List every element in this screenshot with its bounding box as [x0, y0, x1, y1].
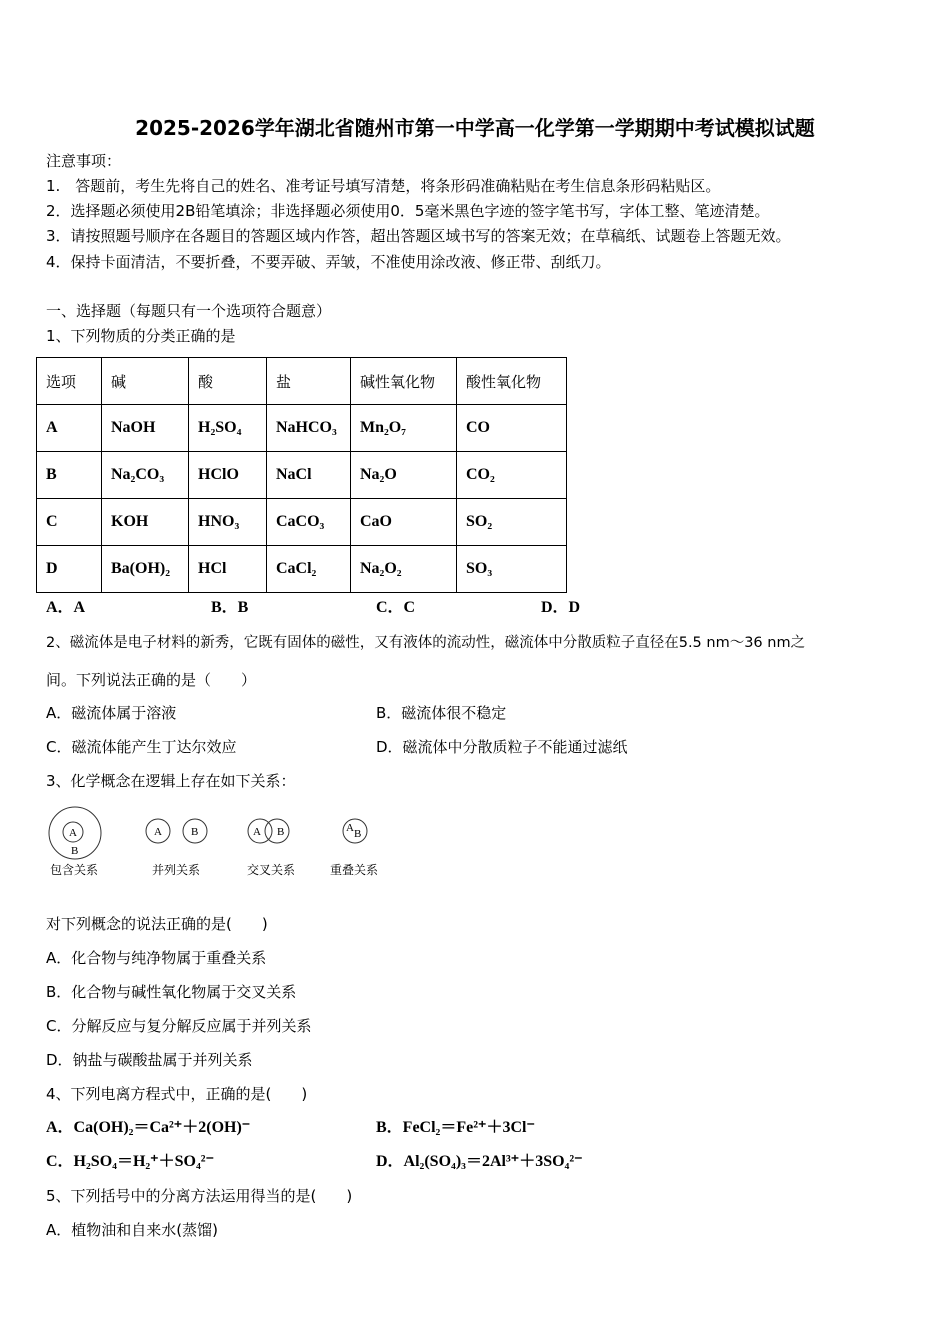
- cell: NaOH: [102, 405, 189, 452]
- q2-stem: 2、磁流体是电子材料的新秀，它既有固体的磁性，又有液体的流动性，磁流体中分散质粒子直径在5.5 nm～36 nm之: [46, 635, 806, 651]
- label-b: B: [354, 828, 362, 840]
- cell: B: [37, 452, 102, 499]
- table-row: [37, 452, 567, 499]
- page-title: 2025-2026学年湖北省随州市第一中学高一化学第一学期期中考试模拟试题: [135, 116, 815, 140]
- label-a: A: [253, 826, 261, 838]
- cell: Na₂CO₃: [102, 452, 189, 499]
- label-a: A: [69, 827, 77, 839]
- q2-option-b[interactable]: B．磁流体很不稳定: [376, 704, 507, 722]
- table-row: [37, 405, 567, 452]
- table-row: [37, 546, 567, 593]
- cell: CO₂: [457, 452, 567, 499]
- q4-option-a[interactable]: A．Ca(OH)₂＝Ca²⁺＋2(OH)⁻: [46, 1119, 251, 1136]
- header-cell: 酸: [189, 358, 267, 405]
- cell: HClO: [189, 452, 267, 499]
- cell: CaO: [351, 499, 457, 546]
- q2-option-d[interactable]: D．磁流体中分散质粒子不能通过滤纸: [376, 738, 628, 756]
- header-cell: 盐: [267, 358, 351, 405]
- concept-relations-diagram: [40, 800, 400, 885]
- cell: A: [37, 405, 102, 452]
- cell: CO: [457, 405, 567, 452]
- header-cell: 碱: [102, 358, 189, 405]
- note-item: 2．选择题必须使用2B铅笔填涂；非选择题必须使用0．5毫米黑色字迹的签字笔书写，字体工整、笔迹清楚。: [46, 202, 770, 220]
- note-item: 4．保持卡面清洁，不要折叠，不要弄破、弄皱，不准使用涂改液、修正带、刮纸刀。: [46, 253, 611, 271]
- header-cell: 酸性氧化物: [457, 358, 567, 405]
- intersection-diagram: [247, 819, 295, 877]
- notes-heading: 注意事项：: [46, 152, 122, 170]
- label-a: A: [346, 822, 354, 834]
- classification-table: [36, 357, 567, 593]
- q5-option-a[interactable]: A．植物油和自来水(蒸馏): [46, 1221, 218, 1239]
- q5-stem: 5、下列括号中的分离方法运用得当的是( ): [46, 1187, 353, 1205]
- note-item: 1. 答题前，考生先将自己的姓名、准考证号填写清楚，将条形码准确粘贴在考生信息条形码粘贴区。: [46, 177, 721, 195]
- cell: Mn₂O₇: [351, 405, 457, 452]
- label-b: B: [191, 826, 199, 838]
- q3-option-d[interactable]: D．钠盐与碳酸盐属于并列关系: [46, 1051, 253, 1069]
- cell: H₂SO₄: [189, 405, 267, 452]
- cell: NaCl: [267, 452, 351, 499]
- label-a: A: [154, 826, 162, 838]
- caption: 交叉关系: [247, 863, 296, 877]
- q4-option-d[interactable]: D．Al₂(SO₄)₃＝2Al³⁺＋3SO₄²⁻: [376, 1153, 583, 1170]
- cell: D: [37, 546, 102, 593]
- q1-option-b[interactable]: B．B: [211, 599, 249, 616]
- table-header-row: [37, 358, 567, 405]
- cell: Na₂O₂: [351, 546, 457, 593]
- caption: 包含关系: [50, 863, 99, 877]
- parallel-diagram: [146, 819, 207, 877]
- caption: 重叠关系: [330, 863, 379, 877]
- cell: SO₂: [457, 499, 567, 546]
- section-heading: 一、选择题（每题只有一个选项符合题意）: [46, 302, 332, 320]
- cell: Ba(OH)₂: [102, 546, 189, 593]
- cell: CaCO₃: [267, 499, 351, 546]
- q2-option-c[interactable]: C．磁流体能产生丁达尔效应: [46, 738, 237, 756]
- label-b: B: [71, 845, 79, 857]
- header-cell: 碱性氧化物: [351, 358, 457, 405]
- q1-stem: 1、下列物质的分类正确的是: [46, 327, 236, 345]
- cell: HNO₃: [189, 499, 267, 546]
- q4-option-b[interactable]: B．FeCl₂＝Fe²⁺＋3Cl⁻: [376, 1119, 535, 1136]
- inclusion-diagram: [49, 807, 101, 877]
- q1-option-d[interactable]: D．D: [541, 599, 581, 616]
- cell: Na₂O: [351, 452, 457, 499]
- cell: CaCl₂: [267, 546, 351, 593]
- cell: NaHCO₃: [267, 405, 351, 452]
- q1-option-c[interactable]: C．C: [376, 599, 416, 616]
- table-row: [37, 499, 567, 546]
- q3-stem: 3、化学概念在逻辑上存在如下关系：: [46, 772, 296, 790]
- q3-stem-2: 对下列概念的说法正确的是( ): [46, 915, 268, 933]
- overlap-diagram: [330, 819, 378, 877]
- label-b: B: [277, 826, 285, 838]
- q3-option-b[interactable]: B．化合物与碱性氧化物属于交叉关系: [46, 983, 297, 1001]
- header-cell: 选项: [37, 358, 102, 405]
- q4-stem: 4、下列电离方程式中，正确的是( ): [46, 1085, 308, 1103]
- cell: HCl: [189, 546, 267, 593]
- q2-option-a[interactable]: A．磁流体属于溶液: [46, 704, 177, 722]
- q1-option-a[interactable]: A．A: [46, 599, 86, 616]
- q3-option-c[interactable]: C．分解反应与复分解反应属于并列关系: [46, 1017, 312, 1035]
- cell: KOH: [102, 499, 189, 546]
- q4-option-c[interactable]: C．H₂SO₄＝H₂⁺＋SO₄²⁻: [46, 1153, 215, 1170]
- cell: SO₃: [457, 546, 567, 593]
- caption: 并列关系: [152, 863, 201, 877]
- q2-stem-cont: 间。下列说法正确的是（ ）: [46, 671, 257, 689]
- cell: C: [37, 499, 102, 546]
- q3-option-a[interactable]: A．化合物与纯净物属于重叠关系: [46, 949, 267, 967]
- note-item: 3．请按照题号顺序在各题目的答题区域内作答，超出答题区域书写的答案无效；在草稿纸、试题卷上答题无效。: [46, 227, 791, 245]
